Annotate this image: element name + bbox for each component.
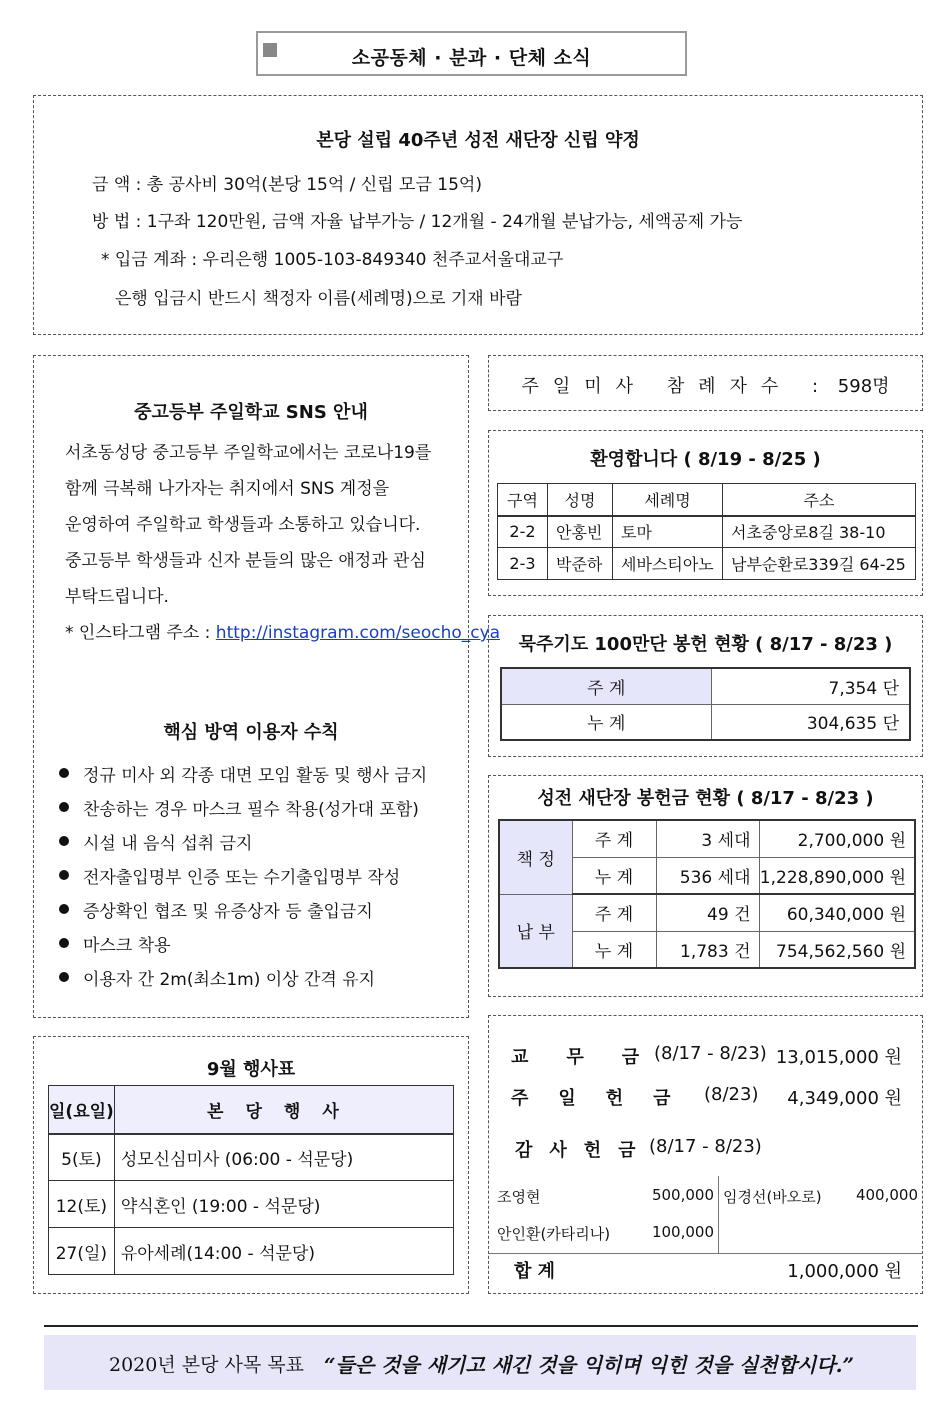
table-cell: 1,228,890,000 원 [759,857,915,894]
sns-line: 함께 극복해 나가자는 취지에서 SNS 계정을 [65,479,390,499]
bullet-icon [59,904,69,914]
rule-text: 증상확인 협조 및 유증상자 등 출입금지 [83,901,373,922]
table-cell: 남부순환로339길 64-25 [723,548,916,580]
bullet-icon [59,836,69,846]
column-header: 세례명 [613,484,723,516]
sunday-label: 주일헌금 [511,1088,701,1109]
table-cell: 304,635 단 [711,704,910,740]
table-row [498,548,916,580]
goal-quote: “들은 것을 새기고 새긴 것을 익히며 익힌 것을 실천합시다.” [324,1353,855,1377]
table-cell: 2-3 [498,548,548,580]
total-label: 합 계 [514,1261,556,1282]
table-cell: 49 건 [656,894,759,931]
schedule-title: 9월 행사표 [206,1059,296,1080]
table-row [501,704,910,740]
column-header: 본당행사 [114,1086,453,1134]
rosary-title: 묵주기도 100만단 봉헌 현황 ( 8/17 - 8/23 ) [518,634,893,655]
donor-name: 임경선(바오로) [723,1188,822,1206]
welcome-title: 환영합니다 ( 8/19 - 8/25 ) [590,449,821,470]
attendance-line [489,372,922,398]
instagram-link[interactable]: http://instagram.com/seocho_cya [215,623,501,643]
donor-name: 안인환(카타리나) [497,1225,611,1243]
group-cell: 책 정 [499,820,572,894]
section-header [256,31,687,76]
donor-amount: 100,000 [651,1223,714,1241]
rule-item [59,858,427,892]
table-cell: 2,700,000 원 [759,820,915,857]
kyomu-period: (8/17 - 8/23) [654,1043,767,1064]
table-row [498,516,916,548]
rule-item [59,926,427,960]
table-cell: 세바스티아노 [613,548,723,580]
table-row [49,1181,454,1228]
thanks-label: 감사헌금 [515,1140,653,1161]
table-cell: 60,340,000 원 [759,894,915,931]
bullet-icon [59,768,69,778]
bullet-icon [59,972,69,982]
table-cell: 주 계 [572,820,656,857]
schedule-table [48,1085,454,1275]
rules-list [59,756,427,994]
sunday-period: (8/23) [704,1084,759,1105]
donor-name: 조영현 [497,1188,541,1206]
column-header: 일(요일) [49,1086,115,1134]
instagram-label: * 인스타그램 주소 : [65,623,216,643]
offering-table [498,819,916,969]
table-cell: 약식혼인 (19:00 - 석문당) [114,1181,453,1228]
bullet-icon [59,938,69,948]
rules-title: 핵심 방역 이용자 수칙 [163,722,339,743]
rule-text: 찬송하는 경우 마스크 필수 착용(성가대 포함) [83,799,419,820]
pledge-note: 은행 입금시 반드시 책정자 이름(세례명)으로 기재 바람 [115,289,522,309]
table-cell: 536 세대 [656,857,759,894]
table-cell: 754,562,560 원 [759,931,915,968]
table-cell: 누 계 [572,857,656,894]
rule-text: 정규 미사 외 각종 대면 모임 활동 및 행사 금지 [83,765,428,786]
table-cell: 박준하 [548,548,613,580]
group-cell: 납 부 [499,894,572,968]
year-goal: 2020년 본당 사목 목표 [109,1354,304,1376]
donor-amount: 400,000 [855,1186,918,1204]
table-row [499,894,915,931]
rosary-box [488,615,923,757]
donor-amount: 500,000 [651,1186,714,1204]
column-header: 주소 [723,484,916,516]
attendance-box [488,355,923,411]
section-title: 소공동체 · 분과 · 단체 소식 [351,47,592,69]
table-row [49,1228,454,1275]
table-cell: 3 세대 [656,820,759,857]
sns-line: 서초동성당 중고등부 주일학교에서는 코로나19를 [65,443,432,463]
table-header-row [49,1086,454,1134]
footer-banner [44,1335,916,1390]
thanks-period: (8/17 - 8/23) [649,1136,762,1157]
pledge-amount: 금 액 : 총 공사비 30억(본당 15억 / 신립 모금 15억) [92,175,482,195]
sns-line: 중고등부 학생들과 신자 분들의 많은 애정과 관심 [65,551,426,571]
table-cell: 누 계 [572,931,656,968]
bullet-icon [59,870,69,880]
kyomu-label: 교무금 [511,1047,678,1068]
table-cell: 유아세례(14:00 - 석문당) [114,1228,453,1275]
rule-text: 이용자 간 2m(최소1m) 이상 간격 유지 [83,969,376,990]
table-cell: 안홍빈 [548,516,613,548]
pledge-account: * 입금 계좌 : 우리은행 1005-103-849340 천주교서울대교구 [101,250,564,270]
welcome-box [488,430,923,596]
table-cell: 12(토) [49,1181,115,1228]
pledge-title: 본당 설립 40주년 성전 새단장 신립 약정 [316,130,640,151]
table-cell: 주 계 [572,894,656,931]
footer-rule [44,1325,918,1327]
column-header: 구역 [498,484,548,516]
pledge-box [33,95,923,335]
rule-text: 전자출입명부 인증 또는 수기출입명부 작성 [83,867,401,888]
rule-item [59,790,427,824]
table-cell: 토마 [613,516,723,548]
rule-text: 시설 내 음식 섭취 금지 [83,833,253,854]
rosary-table [500,667,911,741]
sns-box [33,355,501,1018]
table-cell: 성모신심미사 (06:00 - 석문당) [114,1134,453,1181]
divider [718,1176,719,1253]
table-cell: 1,783 건 [656,931,759,968]
table-cell: 누 계 [501,704,711,740]
table-cell: 주 계 [501,668,711,704]
sunday-value: 4,349,000 원 [787,1088,902,1109]
rule-item [59,960,427,994]
total-value: 1,000,000 원 [787,1261,902,1282]
table-header-row [498,484,916,516]
table-row [499,820,915,857]
offering-title: 성전 새단장 봉헌금 현황 ( 8/17 - 8/23 ) [537,788,874,809]
sns-line: 운영하여 주일학교 학생들과 소통하고 있습니다. [65,515,421,535]
bullet-icon [59,802,69,812]
instagram-line [65,618,500,643]
table-cell: 2-2 [498,516,548,548]
sns-line: 부탁드립니다. [65,587,169,607]
rule-item [59,756,427,790]
table-cell: 7,354 단 [711,668,910,704]
sns-title: 중고등부 주일학교 SNS 안내 [134,402,368,423]
welcome-table [497,483,916,580]
rule-item [59,892,427,926]
table-cell: 27(일) [49,1228,115,1275]
attendance-label: 주일미사 참례자수 : [521,376,833,397]
table-cell: 5(토) [49,1134,115,1181]
attendance-value: 598명 [837,376,890,397]
table-row [501,668,910,704]
offering-box [488,775,923,997]
pledge-method: 방 법 : 1구좌 120만원, 금액 자율 납부가능 / 12개월 - 24개월 분납가능, 세액공제 가능 [92,212,743,232]
schedule-box [33,1036,469,1294]
table-row [49,1134,454,1181]
table-cell: 서초중앙로8길 38-10 [723,516,916,548]
kyomu-value: 13,015,000 원 [775,1047,902,1068]
rule-text: 마스크 착용 [83,935,171,956]
money-box [488,1015,923,1294]
divider [489,1253,922,1254]
rule-item [59,824,427,858]
column-header: 성명 [548,484,613,516]
